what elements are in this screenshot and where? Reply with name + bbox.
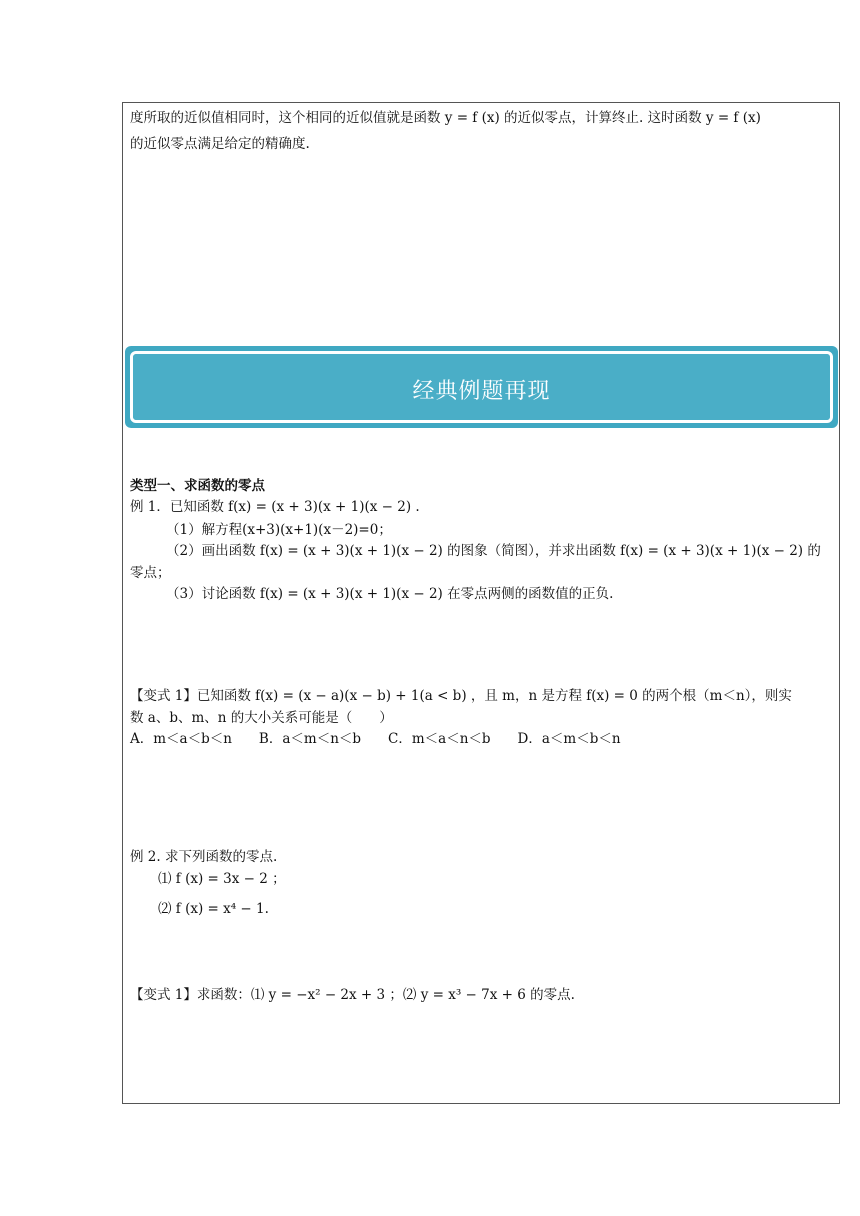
intro-line-1: 度所取的近似值相同时，这个相同的近似值就是函数 y = f (x) 的近似零点，计算终止. 这时函数 y = f (x) [130, 110, 761, 126]
variant2-line-1: 【变式 1】求函数：⑴ y = −x² − 2x + 3 ；⑵ y = x³ − 7x + 6 的零点. [130, 987, 575, 1003]
type1-heading: 类型一、求函数的零点 [130, 478, 265, 494]
section-banner-title: 经典例题再现 [412, 379, 551, 404]
variant1-line-2: 数 a、b、m、n 的大小关系可能是（ ） [130, 710, 393, 726]
variant1-options: A．m＜a＜b＜n B．a＜m＜n＜b C．m＜a＜n＜b D．a＜m＜b＜n [130, 731, 621, 747]
example2-item-1: ⑴ f (x) = 3x − 2 ； [158, 871, 286, 887]
example2-item-2: ⑵ f (x) = x⁴ − 1. [158, 901, 269, 917]
variant1-line-1: 【变式 1】已知函数 f(x) = (x − a)(x − b) + 1(a < b) ，且 m，n 是方程 f(x) = 0 的两个根（m＜n），则实 [130, 688, 792, 704]
example1-title: 例 1．已知函数 f(x) = (x + 3)(x + 1)(x − 2) . [130, 499, 420, 515]
example1-question-2-cont: 零点； [130, 565, 171, 581]
intro-line-2: 的近似零点满足给定的精确度. [130, 136, 310, 152]
example2-title: 例 2. 求下列函数的零点. [130, 849, 278, 865]
example1-question-1: （1）解方程(x+3)(x+1)(x－2)=0； [166, 522, 392, 538]
section-banner [125, 346, 838, 428]
example1-question-3: （3）讨论函数 f(x) = (x + 3)(x + 1)(x − 2) 在零点两侧的函数值的正负. [166, 586, 614, 602]
example1-question-2: （2）画出函数 f(x) = (x + 3)(x + 1)(x − 2) 的图象（简图），并求出函数 f(x) = (x + 3)(x + 1)(x − 2) 的 [166, 543, 821, 559]
